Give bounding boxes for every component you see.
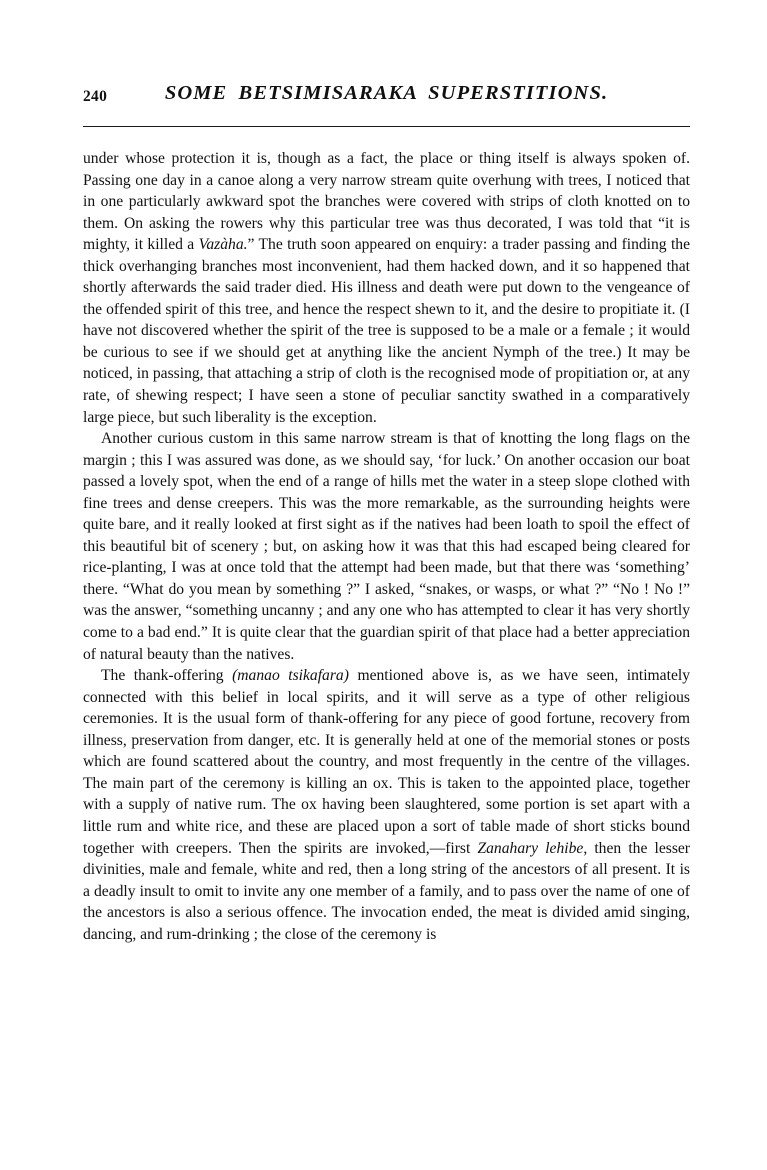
page-number: 240 <box>83 88 108 105</box>
paragraph-3-italic-term-1: (manao tsikafara) <box>232 667 349 685</box>
paragraph-3-text-after-2: , then the lesser divinities, male and female, white and red, then a long string of the ancestors of all present. It is a deadly insult to omit to invite any one member of a family, and to pass over the name of one of the ancestors is also a serious offence. The invocation ended, the meat is divided amid singing, dancing, and rum-drinking ; the close of the ceremony is <box>83 839 690 943</box>
paragraph-2-text: Another curious custom in this same narrow stream is that of knotting the long flags on the margin ; this I was assured was done, as we should say, ‘for luck.’ On another occasion our boat passed a lovely spot, when the end of a range of hills met the water in a steep slope clothed with fine trees and dense creepers. This was the more remarkable, as the surrounding heights were quite bare, and it really looked at first sight as if the natives had been loath to spoil the effect of this beautiful bit of scenery ; but, on asking how it was that this had escaped being cleared for rice-planting, I was at once told that the attempt had been made, but that there was ‘something’ there. “What do you mean by something ?” I asked, “snakes, or wasps, or what ?” “No ! No !” was the answer, “something uncanny ; and any one who has attempted to clear it has very shortly come to a bad end.” It is quite clear that the guardian spirit of that place had a better appreciation of natural beauty than the natives. <box>83 430 690 663</box>
paragraph-3 <box>83 665 690 945</box>
running-head <box>83 82 690 112</box>
paragraph-1-text: under whose protection it is, though as a fact, the place or thing itself is always spoken of. Passing one day in a canoe along a very narrow stream quite overhung with trees, I noticed that in one particularly awkward spot the branches were covered with strips of cloth knotted on to them. On asking the rowers why this particular tree was thus decorated, I was told that “it is mighty, it killed a <box>83 150 690 254</box>
paragraph-3-text: The thank-offering <box>101 667 233 685</box>
paragraph-1-italic-term: Vazàha. <box>198 236 248 254</box>
body-text-block <box>83 148 690 945</box>
paragraph-1-text-after: ” The truth soon appeared on enquiry: a trader passing and finding the thick overhanging branches most inconvenient, had them hacked down, and it so happened that shortly afterwards the said trader died. His illness and death were put down to the vengeance of the offended spirit of this tree, and hence the respect shewn to it, and the desire to propitiate it. (I have not discovered whether the spirit of the tree is supposed to be a male or a female ; it would be curious to see if we should get at anything like the ancient Nymph of the tree.) It may be noticed, in passing, that attaching a strip of cloth is the recognised mode of propitiation or, at any rate, of shewing respect; I have seen a stone of peculiar sanctity swathed in a comparatively large piece, but such liberality is the exception. <box>83 236 691 426</box>
paragraph-2 <box>83 428 690 665</box>
paragraph-1 <box>83 148 690 428</box>
paragraph-3-text-after: mentioned above is, as we have seen, intimately connected with this belief in local spirits, and it will serve as a type of other religious ceremonies. It is the usual form of thank-offering for any piece of good fortune, recovery from illness, preservation from danger, etc. It is generally held at one of the memorial stones or posts which are found scattered about the country, and most frequently in the centre of the villages. The main part of the ceremony is killing an ox. This is taken to the appointed place, together with a supply of native rum. The ox having been slaughtered, some portion is set apart with a little rum and white rice, and these are placed upon a sort of table made of short sticks bound together with creepers. Then the spirits are invoked,—first <box>83 667 690 857</box>
running-title: SOME BETSIMISARAKA SUPERSTITIONS. <box>164 82 609 104</box>
paragraph-3-italic-term-2: Zanahary lehibe <box>477 839 584 857</box>
header-rule-divider <box>83 126 690 127</box>
